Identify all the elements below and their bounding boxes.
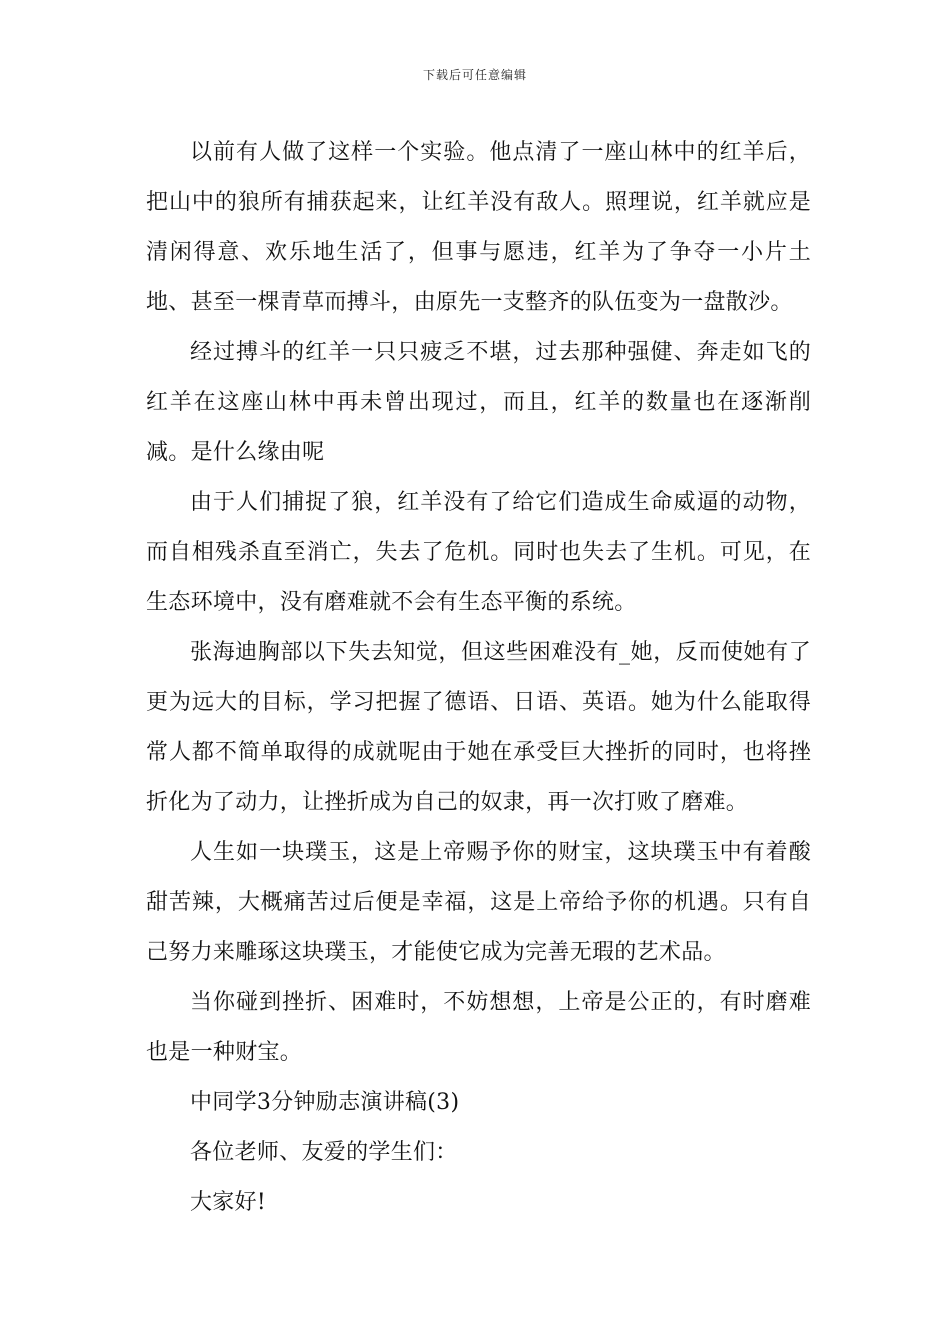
- paragraph-1: 以前有人做了这样一个实验。他点清了一座山林中的红羊后，把山中的狼所有捕获起来，让红羊没有敌人。照理说，红羊就应是清闲得意、欢乐地生活了，但事与愿违，红羊为了争夺一小片土地、甚至一棵青草而搏斗，由原先一支整齐的队伍变为一盘散沙。: [146, 140, 811, 315]
- salutation: 各位老师、友爱的学生们：: [190, 1140, 458, 1165]
- paragraph-5: 人生如一块璞玉，这是上帝赐予你的财宝，这块璞玉中有着酸甜苦辣，大概痛苦过后便是幸福，这是上帝给予你的机遇。只有自己努力来雕琢这块璞玉，才能使它成为完善无瑕的艺术品。: [146, 840, 811, 965]
- page-header: 下载后可任意编辑: [422, 68, 527, 82]
- speech-title: 中同学3分钟励志演讲稿(3): [190, 1090, 460, 1115]
- paragraph-6: 当你碰到挫折、困难时，不妨想想，上帝是公正的，有时磨难也是一种财宝。: [146, 990, 811, 1065]
- paragraph-2: 经过搏斗的红羊一只只疲乏不堪，过去那种强健、奔走如飞的红羊在这座山林中再未曾出现过，而且，红羊的数量也在逐渐削减。是什么缘由呢: [146, 340, 811, 465]
- paragraph-3: 由于人们捕捉了狼，红羊没有了给它们造成生命威逼的动物，而自相残杀直至消亡，失去了危机。同时也失去了生机。可见，在生态环境中，没有磨难就不会有生态平衡的系统。: [146, 490, 811, 615]
- document-body: [146, 128, 811, 1228]
- greeting: 大家好!: [190, 1190, 267, 1215]
- paragraph-4: 张海迪胸部以下失去知觉，但这些困难没有_她，反而使她有了更为远大的目标，学习把握了德语、日语、英语。她为什么能取得常人都不简单取得的成就呢由于她在承受巨大挫折的同时，也将挫折化为了动力，让挫折成为自己的奴隶，再一次打败了磨难。: [146, 640, 811, 815]
